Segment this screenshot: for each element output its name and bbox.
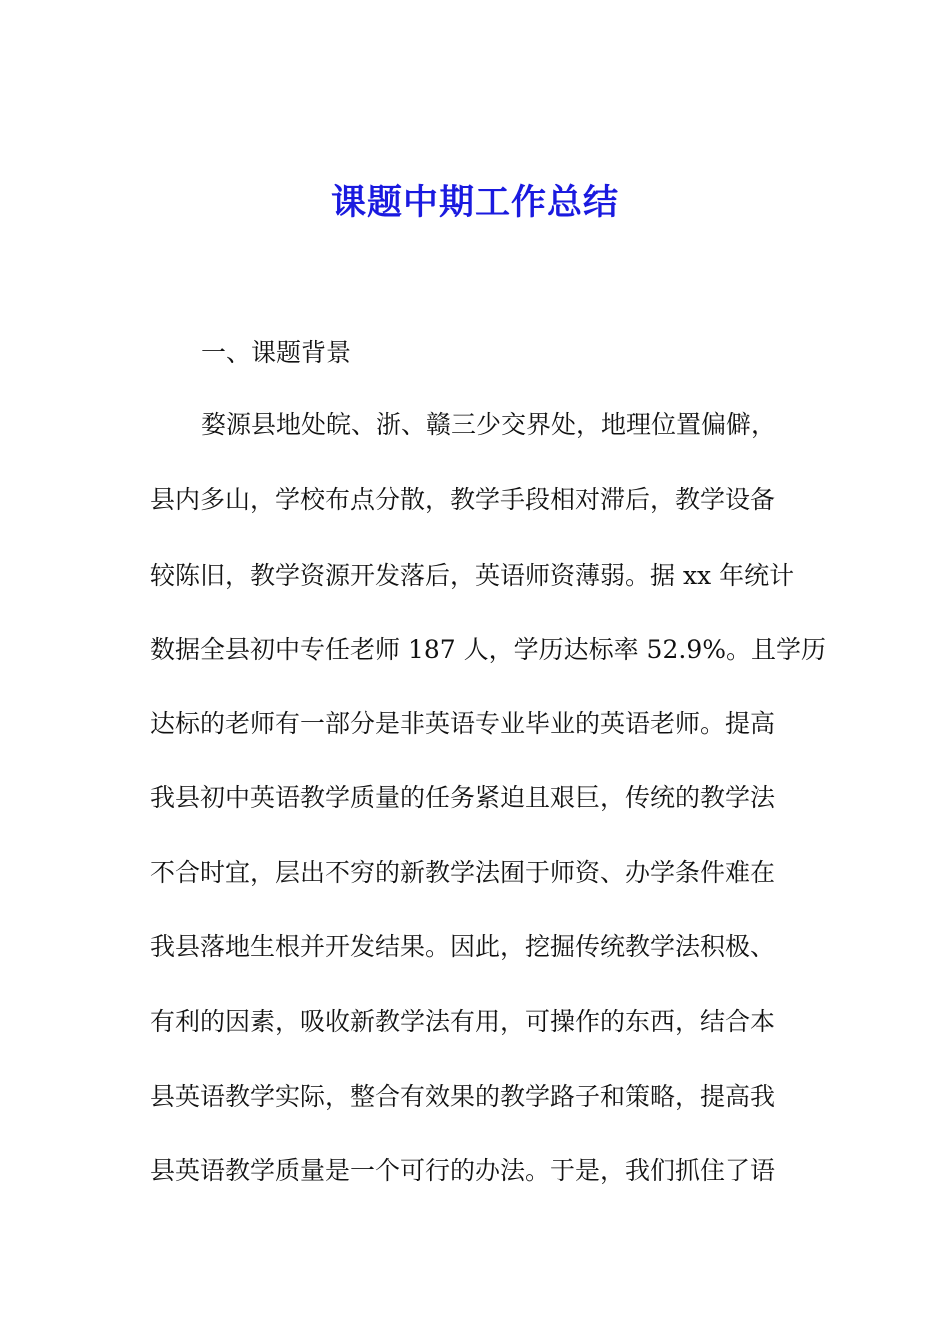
- paragraph-line-11: 县英语教学质量是一个可行的办法。于是，我们抓住了语: [150, 1156, 776, 1185]
- paragraph-line-9: 有利的因素，吸收新教学法有用，可操作的东西，结合本: [150, 1007, 776, 1036]
- document-title: 课题中期工作总结: [330, 182, 619, 223]
- paragraph-line-7: 不合时宜，层出不穷的新教学法囿于师资、办学条件难在: [150, 858, 776, 887]
- paragraph-line-4: 数据全县初中专任老师 187 人，学历达标率 52.9%。且学历: [150, 635, 826, 664]
- paragraph-line-3: 较陈旧，教学资源开发落后，英语师资薄弱。据 xx 年统计: [150, 561, 795, 590]
- paragraph-line-2: 县内多山，学校布点分散，教学手段相对滞后，教学设备: [150, 485, 776, 514]
- paragraph-line-1: 婺源县地处皖、浙、赣三少交界处，地理位置偏僻，: [201, 410, 777, 439]
- paragraph-line-8: 我县落地生根并开发结果。因此，挖掘传统教学法积极、: [150, 932, 776, 961]
- paragraph-line-6: 我县初中英语教学质量的任务紧迫且艰巨，传统的教学法: [150, 783, 776, 812]
- paragraph-line-10: 县英语教学实际，整合有效果的教学路子和策略，提高我: [150, 1082, 776, 1111]
- paragraph-line-5: 达标的老师有一部分是非英语专业毕业的英语老师。提高: [150, 709, 776, 738]
- section-heading: 一、课题背景: [201, 338, 352, 367]
